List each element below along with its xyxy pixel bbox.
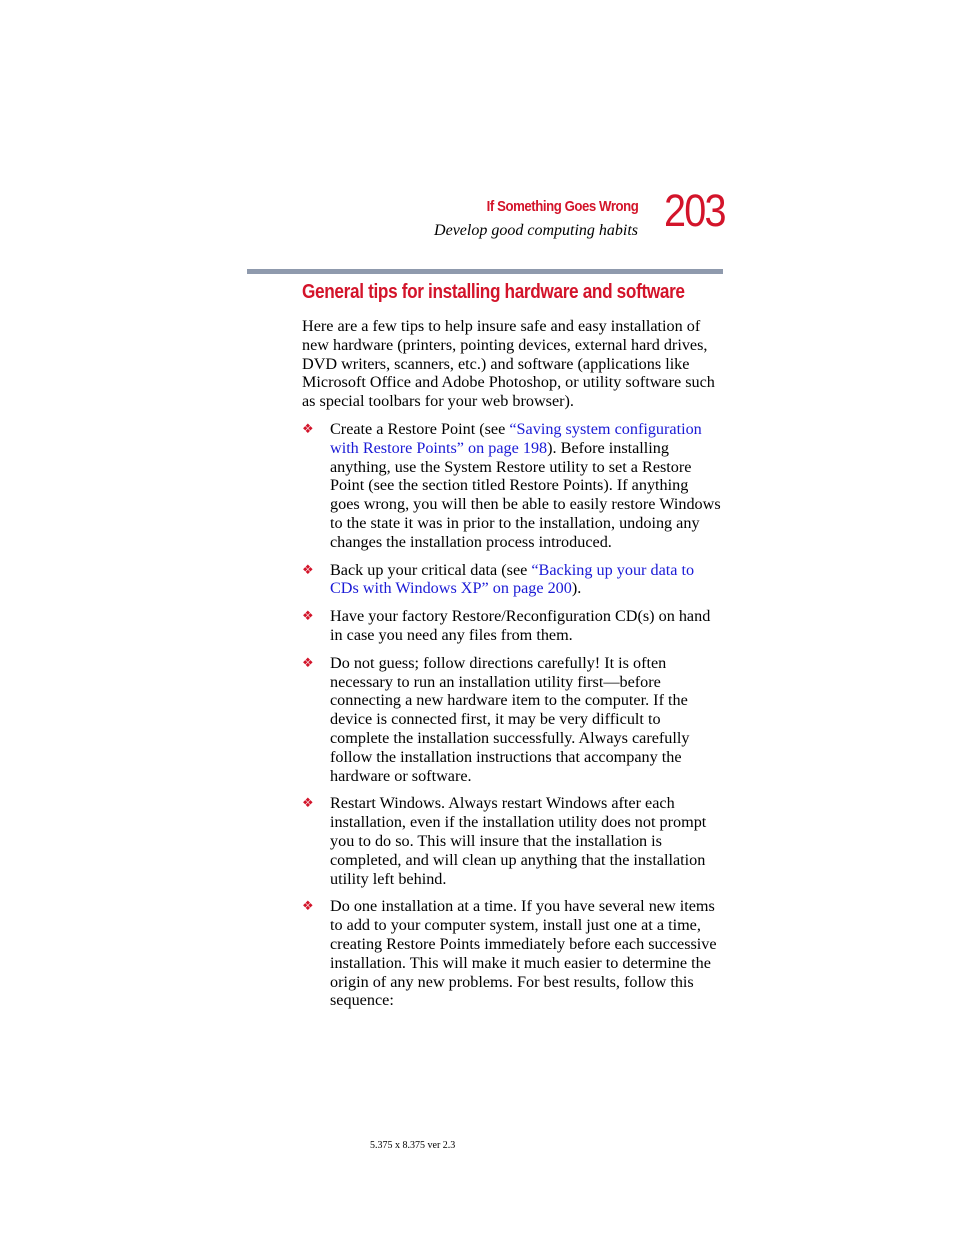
diamond-bullet-icon: ❖ [302,421,314,437]
page-number: 203 [664,185,725,236]
tip-text-continued: ). [571,579,582,598]
tip-item [302,654,722,786]
tips-list [302,420,722,1010]
cross-reference-link[interactable]: “Backing up your data to CDs with Windows XP” on page 200 [330,560,695,598]
section-divider [247,269,723,274]
diamond-bullet-icon: ❖ [302,562,314,578]
tip-text: Do one installation at a time. If you have several new items to add to your computer system, install just one at a time, creating Restore Points immediately before each successive installation. This will make it much easier to determine the origin of any new problems. For best results, follow this sequence: [330,897,717,1010]
tip-item [302,607,722,645]
section-title: General tips for installing hardware and software [302,281,685,303]
diamond-bullet-icon: ❖ [302,655,314,671]
tip-text: Do not guess; follow directions carefully! It is often necessary to run an installation utility first—before connecting a new hardware item to the computer. If the device is connected first, it may be very difficult to complete the installation successfully. Always carefully follow the installation instructions that accompany the hardware or software. [330,653,690,785]
tip-text: Create a Restore Point (see [330,419,510,438]
main-content [302,317,722,1019]
tip-text: Have your factory Restore/Reconfiguration CD(s) on hand in case you need any files from them. [330,607,711,644]
tip-text-continued: ). Before installing anything, use the System Restore utility to set a Restore Point (see the section titled Restore Points). If anything goes wrong, you will then be able to easily restore Windows to the state it was in prior to the installation, undoing any changes the installation process introduced. [330,438,721,551]
running-header-chapter: If Something Goes Wrong [486,198,638,215]
diamond-bullet-icon: ❖ [302,609,314,625]
diamond-bullet-icon: ❖ [302,899,314,915]
diamond-bullet-icon: ❖ [302,796,314,812]
tip-item [302,420,722,552]
tip-text: Restart Windows. Always restart Windows after each installation, even if the installation utility does not prompt you to do so. This will insure that the installation is completed, and will clean up anything that the installation utility left behind. [330,794,707,888]
tip-item [302,794,722,888]
tip-item [302,897,722,1010]
running-header-section: Develop good computing habits [434,222,638,239]
cross-reference-link[interactable]: “Saving system configuration with Restore Points” on page 198 [330,419,702,457]
tip-text: Back up your critical data (see [330,560,532,579]
page-footer: 5.375 x 8.375 ver 2.3 [370,1140,456,1151]
tip-item [302,561,722,599]
intro-paragraph: Here are a few tips to help insure safe and easy installation of new hardware (printers, pointing devices, external hard drives, DVD writers, scanners, etc.) and software (applications like Microsoft Office and Adobe Photoshop, or utility software such as special toolbars for your web browser). [302,317,715,411]
